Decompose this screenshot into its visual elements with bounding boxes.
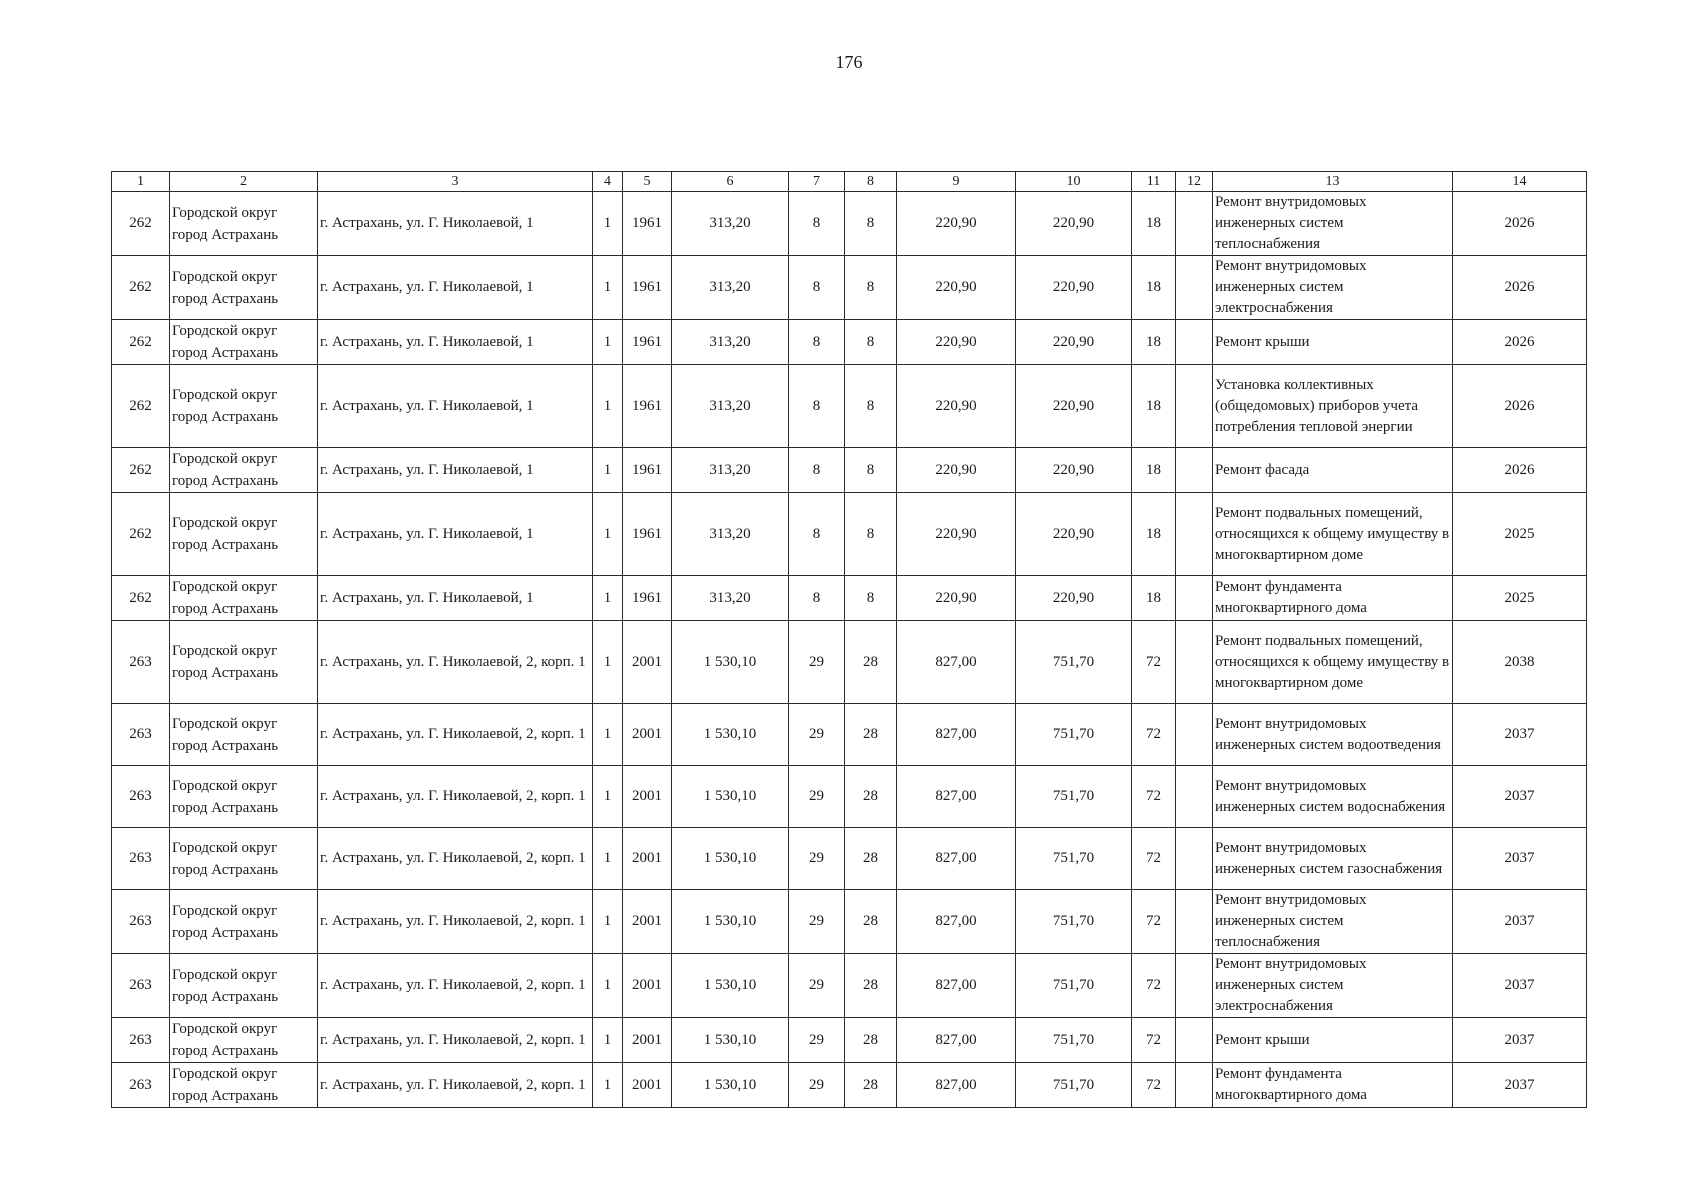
total-area-cell: 313,20: [672, 192, 789, 256]
col11-cell: 72: [1132, 766, 1176, 828]
year-built-cell: 2001: [623, 890, 672, 954]
house-number-cell: 263: [112, 890, 170, 954]
table-body: [112, 192, 1587, 1108]
municipality-cell: Городской округ город Астрахань: [170, 192, 318, 256]
col10-area-cell: 751,70: [1016, 828, 1132, 890]
column-header: 4: [593, 172, 623, 192]
house-number-cell: 263: [112, 1063, 170, 1108]
col8-cell: 28: [845, 621, 897, 704]
total-area-cell: 313,20: [672, 256, 789, 320]
page-number: 176: [835, 52, 863, 72]
col12-cell: [1176, 954, 1213, 1018]
col7-cell: 8: [789, 256, 845, 320]
col9-area-cell: 827,00: [897, 954, 1016, 1018]
col12-cell: [1176, 704, 1213, 766]
year-built-cell: 2001: [623, 828, 672, 890]
table-row: [112, 704, 1587, 766]
house-number-cell: 262: [112, 493, 170, 576]
column-header: 12: [1176, 172, 1213, 192]
table-row: [112, 493, 1587, 576]
col4-cell: 1: [593, 954, 623, 1018]
col11-cell: 72: [1132, 1063, 1176, 1108]
address-cell: г. Астрахань, ул. Г. Николаевой, 2, корп. 1: [318, 828, 593, 890]
col4-cell: 1: [593, 890, 623, 954]
address-cell: г. Астрахань, ул. Г. Николаевой, 2, корп. 1: [318, 621, 593, 704]
col4-cell: 1: [593, 256, 623, 320]
col8-cell: 28: [845, 954, 897, 1018]
col10-area-cell: 220,90: [1016, 192, 1132, 256]
column-header: 14: [1453, 172, 1587, 192]
column-header: 2: [170, 172, 318, 192]
planned-year-cell: 2026: [1453, 256, 1587, 320]
col8-cell: 8: [845, 256, 897, 320]
col4-cell: 1: [593, 828, 623, 890]
col10-area-cell: 751,70: [1016, 1018, 1132, 1063]
col10-area-cell: 220,90: [1016, 493, 1132, 576]
table-row: [112, 954, 1587, 1018]
col12-cell: [1176, 365, 1213, 448]
table-row: [112, 1063, 1587, 1108]
col12-cell: [1176, 1018, 1213, 1063]
work-type-cell: Ремонт подвальных помещений, относящихся к общему имуществу в многоквартирном доме: [1213, 493, 1453, 576]
col9-area-cell: 220,90: [897, 448, 1016, 493]
table-row: [112, 192, 1587, 256]
col4-cell: 1: [593, 365, 623, 448]
address-cell: г. Астрахань, ул. Г. Николаевой, 2, корп. 1: [318, 766, 593, 828]
year-built-cell: 2001: [623, 954, 672, 1018]
col12-cell: [1176, 1063, 1213, 1108]
col7-cell: 29: [789, 890, 845, 954]
column-header: 13: [1213, 172, 1453, 192]
house-number-cell: 263: [112, 766, 170, 828]
house-number-cell: 263: [112, 621, 170, 704]
col8-cell: 8: [845, 192, 897, 256]
col8-cell: 28: [845, 890, 897, 954]
column-header: 10: [1016, 172, 1132, 192]
planned-year-cell: 2026: [1453, 448, 1587, 493]
col11-cell: 72: [1132, 621, 1176, 704]
planned-year-cell: 2038: [1453, 621, 1587, 704]
col11-cell: 18: [1132, 493, 1176, 576]
planned-year-cell: 2037: [1453, 1018, 1587, 1063]
planned-year-cell: 2037: [1453, 954, 1587, 1018]
col7-cell: 29: [789, 766, 845, 828]
col10-area-cell: 220,90: [1016, 365, 1132, 448]
col7-cell: 29: [789, 828, 845, 890]
col9-area-cell: 827,00: [897, 704, 1016, 766]
col11-cell: 18: [1132, 192, 1176, 256]
col10-area-cell: 220,90: [1016, 448, 1132, 493]
col7-cell: 29: [789, 1018, 845, 1063]
house-number-cell: 262: [112, 448, 170, 493]
col10-area-cell: 220,90: [1016, 256, 1132, 320]
planned-year-cell: 2037: [1453, 890, 1587, 954]
total-area-cell: 313,20: [672, 493, 789, 576]
col9-area-cell: 827,00: [897, 621, 1016, 704]
col10-area-cell: 751,70: [1016, 1063, 1132, 1108]
municipality-cell: Городской округ город Астрахань: [170, 704, 318, 766]
year-built-cell: 1961: [623, 192, 672, 256]
work-type-cell: Ремонт внутридомовых инженерных систем теплоснабжения: [1213, 192, 1453, 256]
total-area-cell: 313,20: [672, 448, 789, 493]
col8-cell: 8: [845, 365, 897, 448]
col7-cell: 29: [789, 704, 845, 766]
col11-cell: 18: [1132, 256, 1176, 320]
year-built-cell: 1961: [623, 365, 672, 448]
planned-year-cell: 2026: [1453, 192, 1587, 256]
total-area-cell: 1 530,10: [672, 766, 789, 828]
total-area-cell: 1 530,10: [672, 621, 789, 704]
municipality-cell: Городской округ город Астрахань: [170, 954, 318, 1018]
col4-cell: 1: [593, 766, 623, 828]
col12-cell: [1176, 621, 1213, 704]
col12-cell: [1176, 448, 1213, 493]
work-type-cell: Ремонт внутридомовых инженерных систем водоотведения: [1213, 704, 1453, 766]
planned-year-cell: 2026: [1453, 320, 1587, 365]
col10-area-cell: 220,90: [1016, 320, 1132, 365]
year-built-cell: 1961: [623, 493, 672, 576]
municipality-cell: Городской округ город Астрахань: [170, 890, 318, 954]
table-row: [112, 256, 1587, 320]
col12-cell: [1176, 493, 1213, 576]
year-built-cell: 2001: [623, 766, 672, 828]
column-number-row: [112, 172, 1587, 192]
municipality-cell: Городской округ город Астрахань: [170, 576, 318, 621]
address-cell: г. Астрахань, ул. Г. Николаевой, 2, корп. 1: [318, 1018, 593, 1063]
house-number-cell: 262: [112, 365, 170, 448]
year-built-cell: 1961: [623, 256, 672, 320]
col9-area-cell: 827,00: [897, 1063, 1016, 1108]
address-cell: г. Астрахань, ул. Г. Николаевой, 2, корп. 1: [318, 890, 593, 954]
col11-cell: 72: [1132, 954, 1176, 1018]
house-number-cell: 262: [112, 576, 170, 621]
col7-cell: 8: [789, 320, 845, 365]
col12-cell: [1176, 320, 1213, 365]
municipality-cell: Городской округ город Астрахань: [170, 320, 318, 365]
col8-cell: 8: [845, 448, 897, 493]
col4-cell: 1: [593, 320, 623, 365]
house-number-cell: 262: [112, 256, 170, 320]
col11-cell: 72: [1132, 828, 1176, 890]
col8-cell: 28: [845, 1063, 897, 1108]
column-header: 7: [789, 172, 845, 192]
total-area-cell: 1 530,10: [672, 1063, 789, 1108]
col7-cell: 8: [789, 192, 845, 256]
col4-cell: 1: [593, 1018, 623, 1063]
work-type-cell: Ремонт внутридомовых инженерных систем электроснабжения: [1213, 954, 1453, 1018]
house-number-cell: 263: [112, 954, 170, 1018]
col10-area-cell: 751,70: [1016, 621, 1132, 704]
planned-year-cell: 2037: [1453, 828, 1587, 890]
municipality-cell: Городской округ город Астрахань: [170, 1063, 318, 1108]
col7-cell: 8: [789, 493, 845, 576]
col7-cell: 29: [789, 1063, 845, 1108]
table-row: [112, 621, 1587, 704]
col11-cell: 72: [1132, 704, 1176, 766]
work-type-cell: Ремонт внутридомовых инженерных систем водоснабжения: [1213, 766, 1453, 828]
col12-cell: [1176, 576, 1213, 621]
municipality-cell: Городской округ город Астрахань: [170, 448, 318, 493]
address-cell: г. Астрахань, ул. Г. Николаевой, 2, корп. 1: [318, 704, 593, 766]
year-built-cell: 2001: [623, 704, 672, 766]
column-header: 11: [1132, 172, 1176, 192]
work-type-cell: Ремонт фасада: [1213, 448, 1453, 493]
total-area-cell: 313,20: [672, 576, 789, 621]
col7-cell: 8: [789, 448, 845, 493]
col4-cell: 1: [593, 704, 623, 766]
col11-cell: 18: [1132, 576, 1176, 621]
work-type-cell: Ремонт подвальных помещений, относящихся к общему имуществу в многоквартирном доме: [1213, 621, 1453, 704]
col10-area-cell: 751,70: [1016, 954, 1132, 1018]
municipality-cell: Городской округ город Астрахань: [170, 493, 318, 576]
col10-area-cell: 751,70: [1016, 704, 1132, 766]
col8-cell: 28: [845, 704, 897, 766]
planned-year-cell: 2037: [1453, 1063, 1587, 1108]
column-header: 3: [318, 172, 593, 192]
table-row: [112, 1018, 1587, 1063]
address-cell: г. Астрахань, ул. Г. Николаевой, 1: [318, 448, 593, 493]
house-number-cell: 263: [112, 828, 170, 890]
municipality-cell: Городской округ город Астрахань: [170, 766, 318, 828]
address-cell: г. Астрахань, ул. Г. Николаевой, 1: [318, 320, 593, 365]
work-type-cell: Ремонт фундамента многоквартирного дома: [1213, 576, 1453, 621]
planned-year-cell: 2025: [1453, 576, 1587, 621]
address-cell: г. Астрахань, ул. Г. Николаевой, 1: [318, 365, 593, 448]
planned-year-cell: 2026: [1453, 365, 1587, 448]
col12-cell: [1176, 890, 1213, 954]
table-row: [112, 320, 1587, 365]
col12-cell: [1176, 256, 1213, 320]
col9-area-cell: 827,00: [897, 766, 1016, 828]
col8-cell: 8: [845, 493, 897, 576]
col7-cell: 8: [789, 365, 845, 448]
col4-cell: 1: [593, 493, 623, 576]
municipality-cell: Городской округ город Астрахань: [170, 828, 318, 890]
col10-area-cell: 751,70: [1016, 766, 1132, 828]
col9-area-cell: 220,90: [897, 493, 1016, 576]
col11-cell: 18: [1132, 448, 1176, 493]
work-type-cell: Ремонт крыши: [1213, 320, 1453, 365]
year-built-cell: 2001: [623, 1063, 672, 1108]
address-cell: г. Астрахань, ул. Г. Николаевой, 1: [318, 192, 593, 256]
col4-cell: 1: [593, 448, 623, 493]
col4-cell: 1: [593, 621, 623, 704]
year-built-cell: 1961: [623, 576, 672, 621]
year-built-cell: 2001: [623, 621, 672, 704]
col8-cell: 8: [845, 320, 897, 365]
total-area-cell: 313,20: [672, 320, 789, 365]
address-cell: г. Астрахань, ул. Г. Николаевой, 2, корп. 1: [318, 954, 593, 1018]
col9-area-cell: 827,00: [897, 890, 1016, 954]
col9-area-cell: 220,90: [897, 256, 1016, 320]
col4-cell: 1: [593, 576, 623, 621]
table-row: [112, 576, 1587, 621]
col11-cell: 72: [1132, 1018, 1176, 1063]
table-row: [112, 766, 1587, 828]
col9-area-cell: 827,00: [897, 828, 1016, 890]
year-built-cell: 2001: [623, 1018, 672, 1063]
total-area-cell: 1 530,10: [672, 890, 789, 954]
col12-cell: [1176, 192, 1213, 256]
col9-area-cell: 220,90: [897, 320, 1016, 365]
capital-repair-table: [111, 171, 1587, 1108]
total-area-cell: 1 530,10: [672, 954, 789, 1018]
house-number-cell: 263: [112, 704, 170, 766]
planned-year-cell: 2037: [1453, 704, 1587, 766]
col8-cell: 28: [845, 828, 897, 890]
work-type-cell: Ремонт внутридомовых инженерных систем газоснабжения: [1213, 828, 1453, 890]
house-number-cell: 262: [112, 192, 170, 256]
house-number-cell: 263: [112, 1018, 170, 1063]
col10-area-cell: 220,90: [1016, 576, 1132, 621]
col12-cell: [1176, 828, 1213, 890]
col7-cell: 8: [789, 576, 845, 621]
col4-cell: 1: [593, 1063, 623, 1108]
municipality-cell: Городской округ город Астрахань: [170, 365, 318, 448]
planned-year-cell: 2037: [1453, 766, 1587, 828]
municipality-cell: Городской округ город Астрахань: [170, 256, 318, 320]
col9-area-cell: 220,90: [897, 576, 1016, 621]
column-header: 1: [112, 172, 170, 192]
col11-cell: 18: [1132, 365, 1176, 448]
col12-cell: [1176, 766, 1213, 828]
table-row: [112, 448, 1587, 493]
total-area-cell: 1 530,10: [672, 828, 789, 890]
municipality-cell: Городской округ город Астрахань: [170, 621, 318, 704]
work-type-cell: Ремонт крыши: [1213, 1018, 1453, 1063]
col8-cell: 8: [845, 576, 897, 621]
col7-cell: 29: [789, 954, 845, 1018]
house-number-cell: 262: [112, 320, 170, 365]
year-built-cell: 1961: [623, 448, 672, 493]
col7-cell: 29: [789, 621, 845, 704]
municipality-cell: Городской округ город Астрахань: [170, 1018, 318, 1063]
table-row: [112, 828, 1587, 890]
work-type-cell: Ремонт внутридомовых инженерных систем электроснабжения: [1213, 256, 1453, 320]
col9-area-cell: 220,90: [897, 192, 1016, 256]
work-type-cell: Ремонт внутридомовых инженерных систем теплоснабжения: [1213, 890, 1453, 954]
table-row: [112, 890, 1587, 954]
year-built-cell: 1961: [623, 320, 672, 365]
total-area-cell: 1 530,10: [672, 704, 789, 766]
col8-cell: 28: [845, 766, 897, 828]
column-header: 5: [623, 172, 672, 192]
work-type-cell: Ремонт фундамента многоквартирного дома: [1213, 1063, 1453, 1108]
planned-year-cell: 2025: [1453, 493, 1587, 576]
table-row: [112, 365, 1587, 448]
col11-cell: 72: [1132, 890, 1176, 954]
address-cell: г. Астрахань, ул. Г. Николаевой, 2, корп. 1: [318, 1063, 593, 1108]
column-header: 9: [897, 172, 1016, 192]
address-cell: г. Астрахань, ул. Г. Николаевой, 1: [318, 493, 593, 576]
address-cell: г. Астрахань, ул. Г. Николаевой, 1: [318, 576, 593, 621]
total-area-cell: 313,20: [672, 365, 789, 448]
total-area-cell: 1 530,10: [672, 1018, 789, 1063]
col9-area-cell: 827,00: [897, 1018, 1016, 1063]
address-cell: г. Астрахань, ул. Г. Николаевой, 1: [318, 256, 593, 320]
col10-area-cell: 751,70: [1016, 890, 1132, 954]
column-header: 8: [845, 172, 897, 192]
col9-area-cell: 220,90: [897, 365, 1016, 448]
col8-cell: 28: [845, 1018, 897, 1063]
col11-cell: 18: [1132, 320, 1176, 365]
work-type-cell: Установка коллективных (общедомовых) приборов учета потребления тепловой энергии: [1213, 365, 1453, 448]
column-header: 6: [672, 172, 789, 192]
col4-cell: 1: [593, 192, 623, 256]
